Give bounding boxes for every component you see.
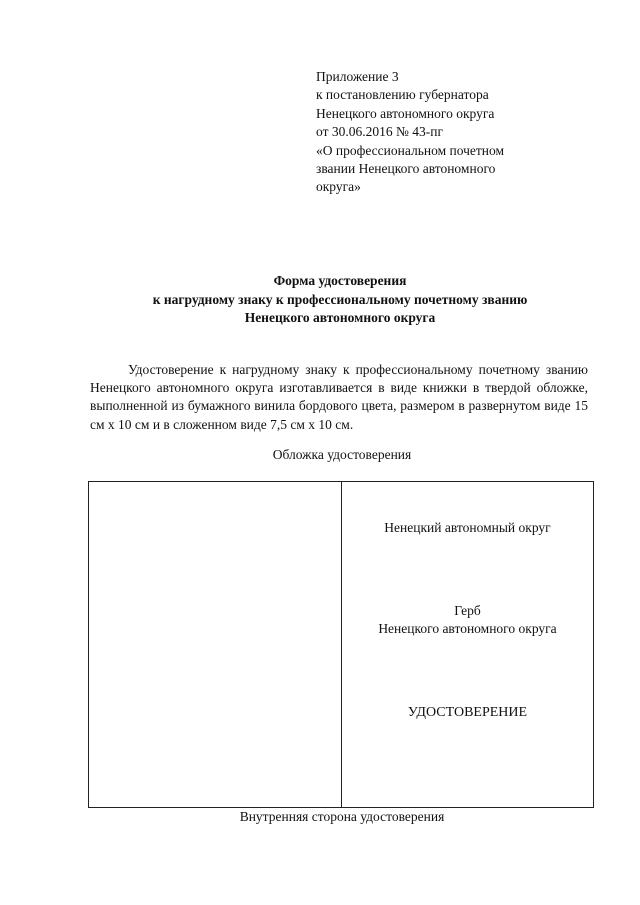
cover-certificate-title: УДОСТОВЕРЕНИЕ: [407, 705, 528, 720]
appendix-line: от 30.06.2016 № 43-пг: [316, 124, 443, 140]
title-line: Форма удостоверения: [273, 273, 407, 288]
cover-caption: Обложка удостоверения: [272, 447, 412, 462]
cover-region-name: Ненецкий автономный округ: [384, 520, 551, 535]
title-line: Ненецкого автономного округа: [244, 310, 436, 325]
cover-emblem-label: [342, 602, 593, 638]
emblem-line: Ненецкого автономного округа: [378, 621, 557, 636]
document-title: [60, 272, 620, 328]
appendix-line: к постановлению губернатора: [316, 87, 489, 103]
description-paragraph: Удостоверение к нагрудному знаку к профессиональному почетному званию Ненецкого автономного округа изготавливается в виде книжки в твердой обложке, выполненной из бумажного винила бордового цвета, размером в развернутом виде 15 см х 10 см и в сложенном виде 7,5 см х 10 см.: [90, 362, 588, 432]
cover-front-panel: [342, 482, 593, 807]
appendix-line: Ненецкого автономного округа: [316, 105, 495, 121]
appendix-line: Приложение 3: [316, 69, 399, 84]
cover-back-panel: [89, 482, 342, 807]
emblem-line: Герб: [454, 603, 481, 618]
appendix-line: звании Ненецкого автономного: [316, 161, 496, 177]
inside-caption: Внутренняя сторона удостоверения: [239, 809, 445, 824]
appendix-line: округа»: [316, 179, 361, 195]
cover-layout: [88, 481, 594, 808]
appendix-header: [316, 68, 576, 197]
title-line: к нагрудному знаку к профессиональному почетному званию: [152, 291, 528, 307]
appendix-line: «О профессиональном почетном: [316, 142, 505, 158]
